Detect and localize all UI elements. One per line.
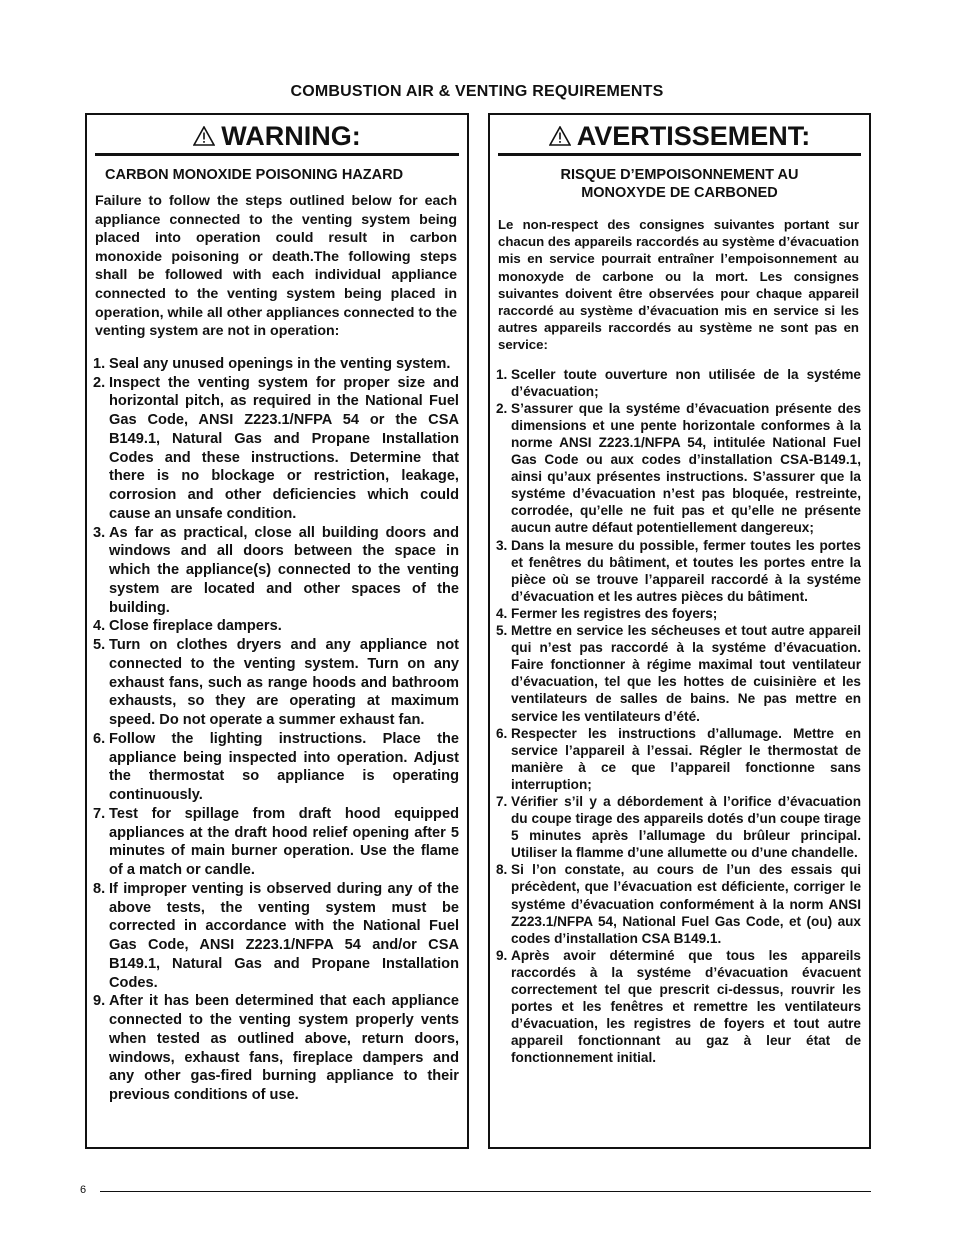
step-number: 7. — [496, 793, 508, 809]
hazard-intro: Failure to follow the steps outlined below for each appliance connected to the venting system being placed into operation could result in carbon monoxide poisoning or death.The following steps shall be followed with each individual appliance connected to the venting system being placed in operation, while all other appliances connected to the venting system are not in operation: — [95, 193, 457, 340]
step-number: 4. — [93, 618, 106, 635]
steps-list — [496, 366, 861, 1067]
list-item — [93, 617, 459, 636]
step-number: 5. — [93, 637, 106, 653]
footer-divider — [100, 1191, 871, 1192]
warning-box-english — [85, 113, 469, 1149]
step-text: Seal any unused openings in the venting system. — [109, 355, 451, 372]
warning-title-text: WARNING: — [221, 121, 361, 151]
avertissement-title — [498, 121, 861, 156]
hazard-subtitle-line: RISQUE D’EMPOISONNEMENT AU — [560, 167, 799, 183]
step-number: 3. — [93, 524, 106, 541]
list-item — [496, 947, 861, 1067]
step-number: 1. — [93, 355, 106, 372]
step-text: Fermer les registres des foyers; — [511, 605, 718, 621]
list-item — [93, 374, 459, 524]
step-number: 2. — [496, 400, 508, 416]
list-item — [93, 730, 459, 805]
hazard-subtitle — [500, 166, 859, 202]
step-text: If improper venting is observed during any of the above tests, the venting system must be corrected in accordance with the National Fuel Gas Code, ANSI Z223.1/NFPA 54 and/or CSA B149.1, Natural Gas and Propane Installation Codes. — [109, 880, 459, 991]
step-text: Vérifier s’il y a débordement à l’orifice d’évacuation du coupe tirage des appareils dotés d’un coupe tirage 5 minutes après l’allumage du brûleur principal. Utiliser la flamme d’une allumette ou d’une chandelle. — [511, 793, 861, 861]
list-item — [496, 725, 861, 793]
step-number: 6. — [93, 730, 106, 747]
list-item — [93, 880, 459, 993]
page-number: 6 — [80, 1184, 87, 1196]
step-number: 6. — [496, 725, 508, 741]
step-text: As far as practical, close all building doors and windows and all doors between the space in which the appliance(s) connected to the venting system are located and other spaces of the building. — [109, 524, 459, 616]
step-text: Test for spillage from draft hood equipped appliances at the draft hood relief opening after 5 minutes of main burner operation. Use the flame of a match or candle. — [109, 805, 459, 878]
step-number: 5. — [496, 623, 508, 639]
list-item — [93, 524, 459, 618]
warning-title — [95, 121, 459, 156]
step-text: Mettre en service les sécheuses et tout autre appareil qui n’est pas raccordé à la systéme d’évacuation. Faire fonctionner à régime maximal tout ventilateur d’évacuation, tel que les hottes de cuisinière et les ventilateurs de salles de bains. Ne pas mettre en service les ventilateurs d’été. — [511, 623, 861, 724]
step-number: 1. — [496, 366, 508, 382]
list-item — [496, 366, 861, 400]
step-text: Inspect the venting system for proper size and horizontal pitch, as required in the National Fuel Gas Code, ANSI Z223.1/NFPA 54 or the CSA B149.1, Natural Gas and Propane Installation Codes and these instructions. Determine that there is no blockage or restriction, leakage, corrosion and other deficiencies which could cause an unsafe condition. — [109, 374, 459, 522]
hazard-intro: Le non-respect des consignes suivantes portant sur chacun des appareils raccordés au système d’évacuation mis en service pourrait entraîner l’empoisonnement au monoxyde de carbone ou la mort. Les consignes suivantes doivent être observées pour chaque appareil raccordé au système d’évacuation mis en service si les autres appareils raccordés au système ne sont pas en service: — [498, 217, 859, 353]
steps-list — [93, 355, 459, 1105]
step-text: Dans la mesure du possible, fermer toutes les portes et fenêtres du bâtiment, et toutes les portes entre la pièce où se trouve l’appareil raccordé à la systéme d’évacuation et les autres pièces du bâtiment. — [511, 537, 861, 604]
step-number: 8. — [93, 880, 106, 897]
step-text: Turn on clothes dryers and any appliance not connected to the venting system. Turn on any exhaust fans, such as range hoods and bathroom exhausts, so they are operating at maximum speed. Do not operate a summer exhaust fan. — [109, 637, 459, 728]
step-text: S’assurer que la systéme d’évacuation présente des dimensions et une pente horizontale conformes à la norme ANSI Z223.1/NFPA 54, intitulée National Fuel Gas Code ou aux codes d’installation CSA-B149.1, ainsi qu’aux présentes instructions. S’assurer que la systéme d’évacuation n’est pas bloquée, restreinte, corrodée, qu’elle ne fuit pas et qu’elle ne présente aucun autre défaut potentiellement dangereux; — [511, 400, 861, 536]
step-number: 2. — [93, 374, 106, 391]
step-text: Sceller toute ouverture non utilisée de la systéme d’évacuation; — [511, 366, 861, 399]
step-number: 4. — [496, 605, 508, 621]
list-item — [496, 537, 861, 605]
step-number: 3. — [496, 537, 508, 553]
warning-triangle-icon — [549, 126, 571, 146]
warning-triangle-icon — [193, 126, 215, 146]
step-text: Après avoir déterminé que tous les appareils raccordés à la systéme d’évacuation évacuent correctement tel que prescrit ci-dessus, rouvrir les portes et les fenêtres et remettre les ventilateurs d’évacuation, les registres de foyers et tout autre appareil fonctionnant au gaz à leur état de fonctionnement initial. — [511, 947, 861, 1066]
hazard-subtitle: CARBON MONOXIDE POISONING HAZARD — [105, 167, 404, 183]
list-item — [93, 355, 459, 374]
list-item — [93, 636, 459, 730]
avertissement-title-text: AVERTISSEMENT: — [576, 121, 811, 151]
step-number: 8. — [496, 862, 508, 878]
step-text: After it has been determined that each appliance connected to the venting system properly vents when tested as outlined above, return doors, windows, exhaust fans, fireplace dampers and any other gas-fired burning appliance to their previous conditions of use. — [109, 993, 459, 1103]
step-number: 7. — [93, 805, 106, 822]
step-text: Si l’on constate, au cours de l’un des essais qui précèdent, que l’évacuation est déficiente, corriger le systéme d’évacuation conformément à la norm ANSI Z223.1/NFPA 54, National Fuel Gas Code, et (ou) aux codes d’installation CSA B149.1. — [511, 862, 861, 946]
list-item — [496, 861, 861, 946]
hazard-subtitle-line: MONOXYDE DE CARBONED — [581, 185, 778, 201]
list-item — [496, 400, 861, 537]
step-number: 9. — [93, 993, 106, 1010]
warning-box-french — [488, 113, 871, 1149]
step-text: Follow the lighting instructions. Place the appliance being inspected into operation. Adjust the thermostat so appliance is operating continuously. — [109, 730, 459, 803]
list-item — [93, 805, 459, 880]
list-item — [496, 605, 861, 622]
step-text: Respecter les instructions d’allumage. Mettre en service l’appareil à l’essai. Régler le thermostat de manière à ce que l’appareil fonctionne sans interruption; — [511, 725, 861, 792]
list-item — [496, 793, 861, 861]
section-heading: COMBUSTION AIR & VENTING REQUIREMENTS — [290, 83, 664, 100]
step-text: Close fireplace dampers. — [109, 618, 282, 635]
list-item — [93, 992, 459, 1105]
list-item — [496, 622, 861, 725]
step-number: 9. — [496, 947, 508, 963]
